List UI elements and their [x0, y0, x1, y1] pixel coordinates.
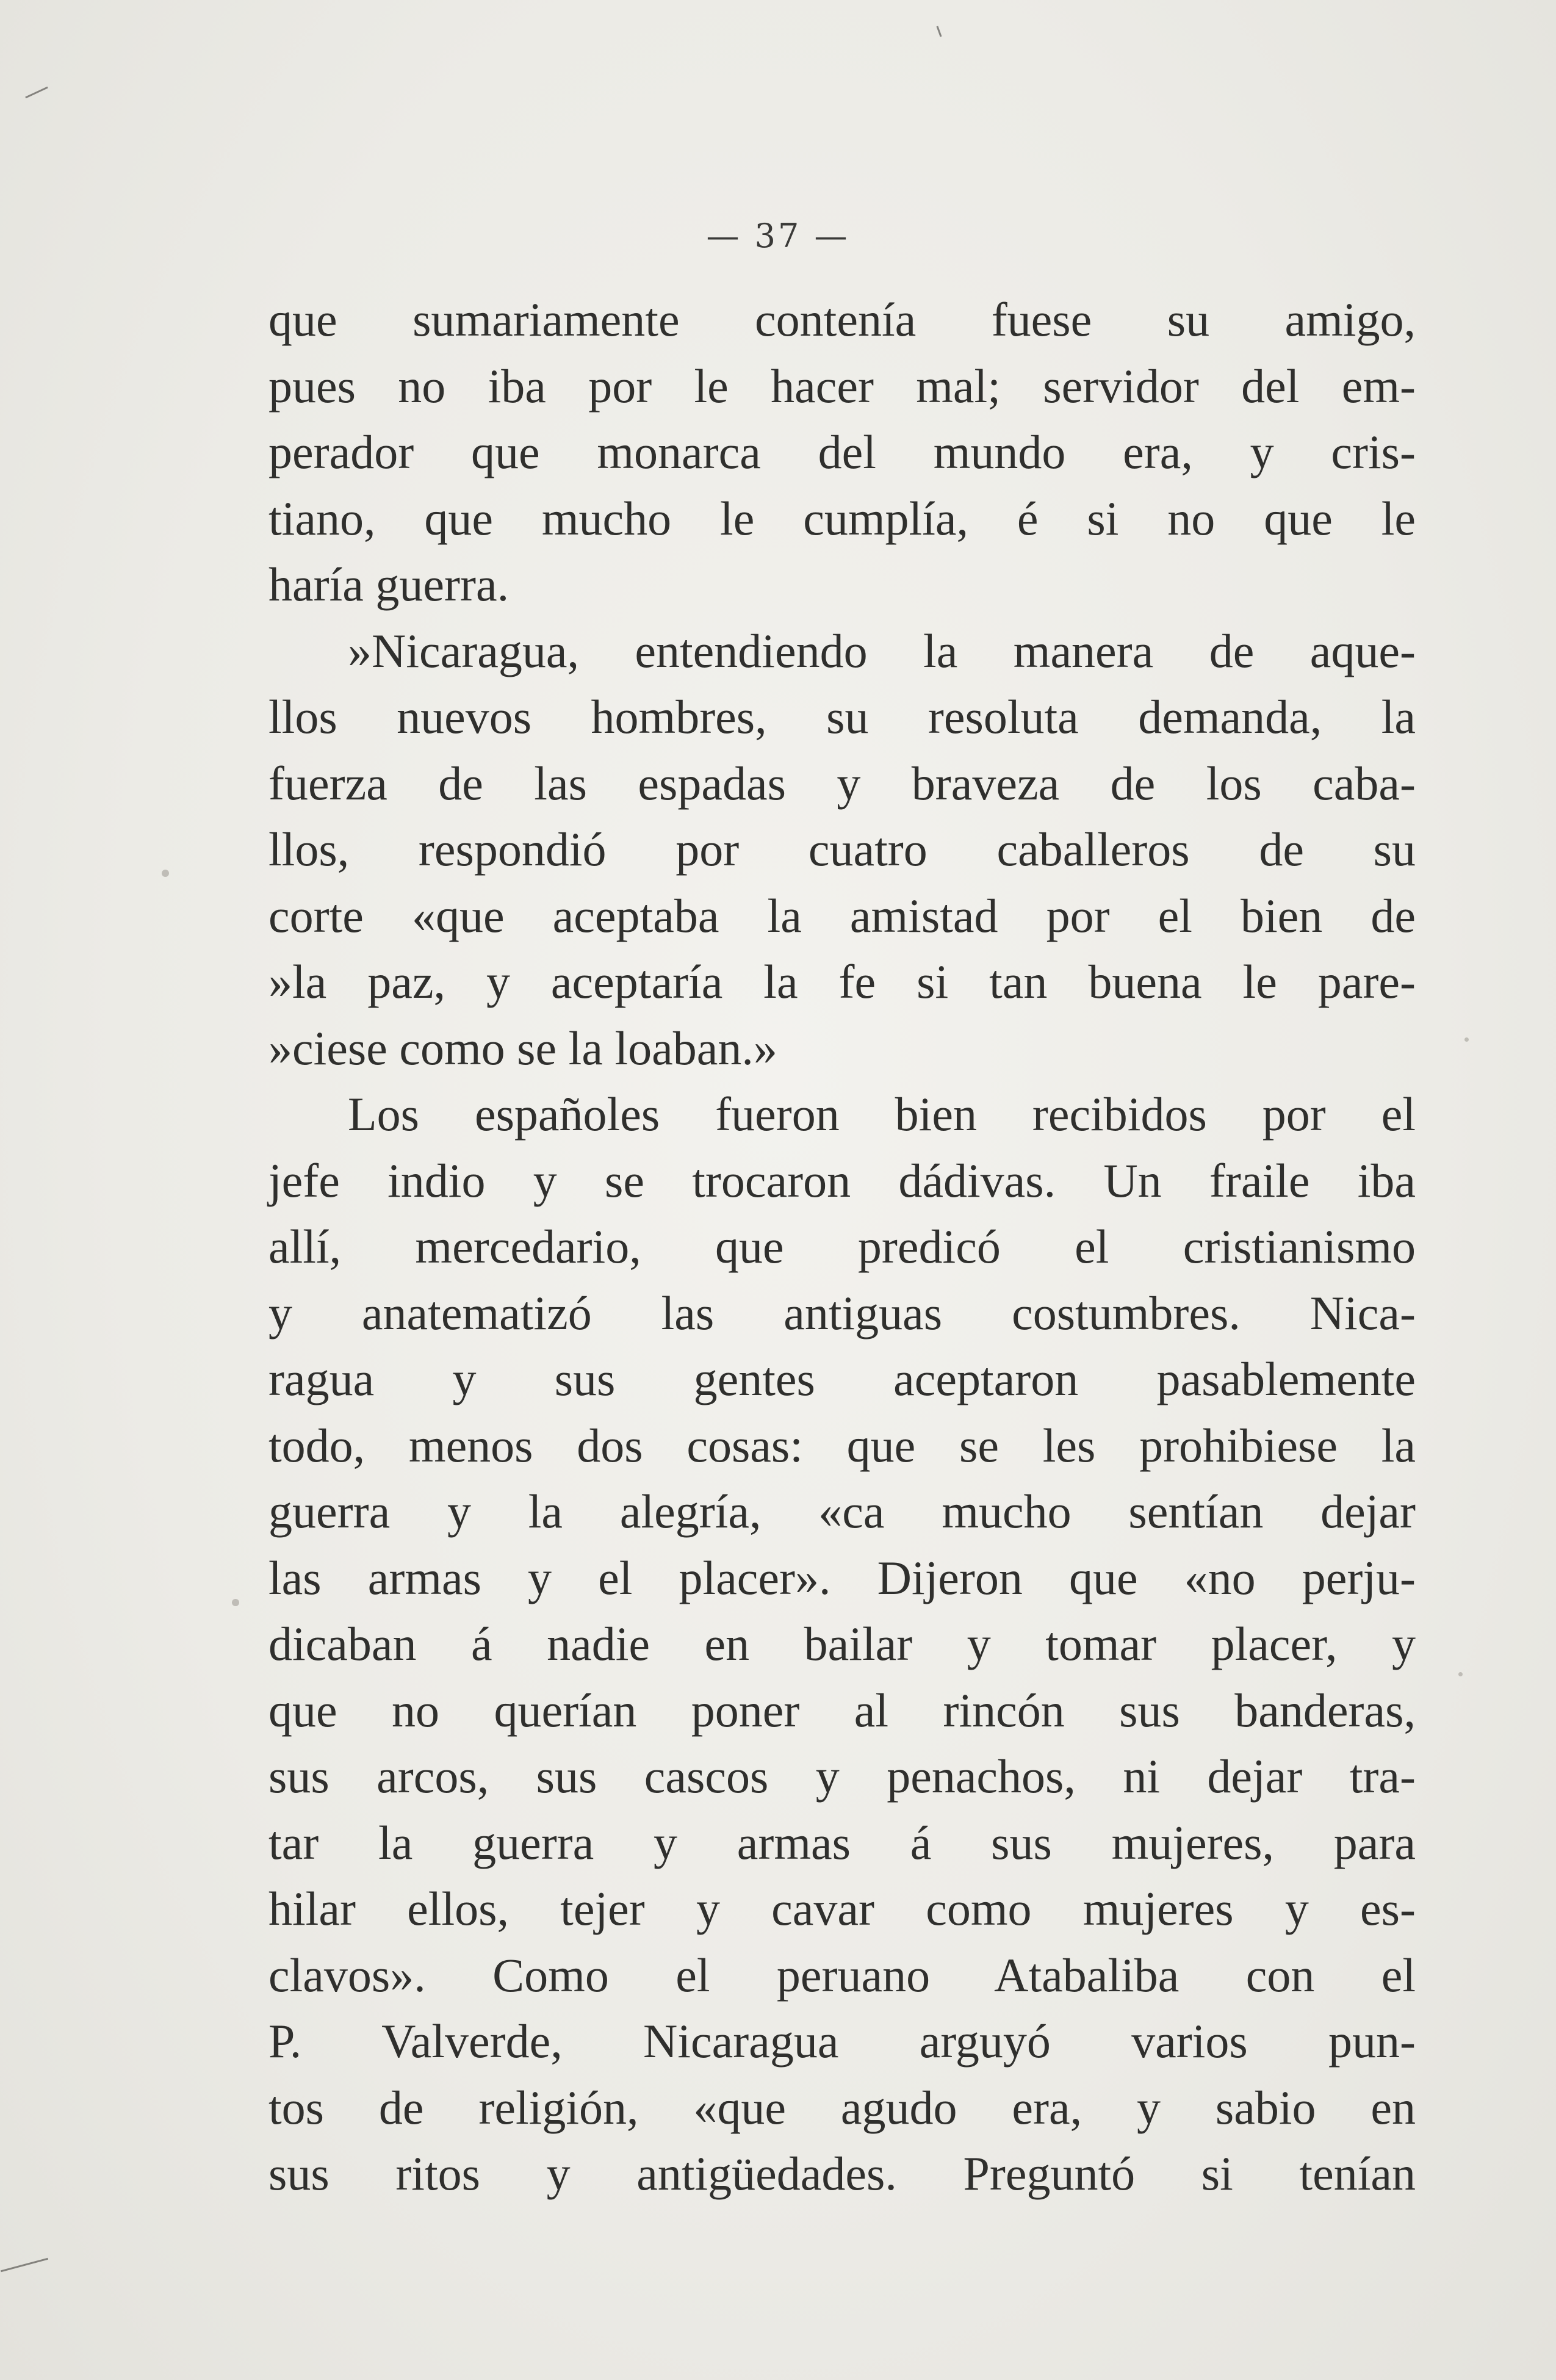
text-line: llos, respondió por cuatro caballeros de su [268, 823, 1416, 876]
text-line: sus arcos, sus cascos y penachos, ni dejar tra- [268, 1750, 1416, 1803]
text-line: guerra y la alegría, «ca mucho sentían dejar [268, 1485, 1416, 1538]
text-line: tiano, que mucho le cumplía, é si no que le [268, 491, 1416, 545]
text-line: P. Valverde, Nicaragua arguyó varios pun- [268, 2014, 1416, 2068]
scan-mark [937, 26, 942, 37]
text-line: hilar ellos, tejer y cavar como mujeres y es- [268, 1882, 1416, 1935]
text-line: clavos». Como el peruano Atabaliba con el [268, 1948, 1416, 2002]
text-line: Los españoles fueron bien recibidos por el [348, 1087, 1416, 1141]
text-line: »la paz, y aceptaría la fe si tan buena le pare- [268, 955, 1416, 1008]
text-line: corte «que aceptaba la amistad por el bien de [268, 889, 1416, 942]
text-line: que sumariamente contenía fuese su amigo, [268, 293, 1416, 346]
page-number: — 37 — [706, 217, 850, 255]
scan-speck [232, 1599, 239, 1606]
scan-mark [25, 87, 48, 99]
text-line: fuerza de las espadas y braveza de los caba- [268, 756, 1416, 810]
text-line: perador que monarca del mundo era, y cris- [268, 425, 1416, 478]
text-line: jefe indio y se trocaron dádivas. Un fraile iba [268, 1153, 1416, 1207]
text-line: tos de religión, «que agudo era, y sabio en [268, 2080, 1416, 2134]
text-line: y anatematizó las antiguas costumbres. Nica- [268, 1286, 1416, 1340]
text-line: sus ritos y antigüedades. Preguntó si tenían [268, 2147, 1416, 2200]
body-text [268, 287, 1416, 2207]
text-line: pues no iba por le hacer mal; servidor del em- [268, 359, 1416, 413]
text-line: ragua y sus gentes aceptaron pasablemente [268, 1352, 1416, 1405]
text-line: »ciese como se la loaban.» [268, 1021, 777, 1075]
text-line: llos nuevos hombres, su resoluta demanda, la [268, 690, 1416, 743]
text-line: dicaban á nadie en bailar y tomar placer, y [268, 1617, 1416, 1670]
text-line: haría guerra. [268, 558, 510, 611]
scan-mark [1, 2258, 48, 2273]
scan-speck [1458, 1672, 1463, 1676]
scan-speck [1464, 1037, 1469, 1042]
text-line: las armas y el placer». Dijeron que «no perju- [268, 1551, 1416, 1604]
text-line: »Nicaragua, entendiendo la manera de aque- [348, 624, 1416, 677]
text-line: allí, mercedario, que predicó el cristianismo [268, 1220, 1416, 1273]
text-line: todo, menos dos cosas: que se les prohibiese la [268, 1418, 1416, 1472]
text-line: tar la guerra y armas á sus mujeres, para [268, 1816, 1416, 1869]
text-line: que no querían poner al rincón sus banderas, [268, 1683, 1416, 1737]
scan-speck [162, 870, 169, 877]
